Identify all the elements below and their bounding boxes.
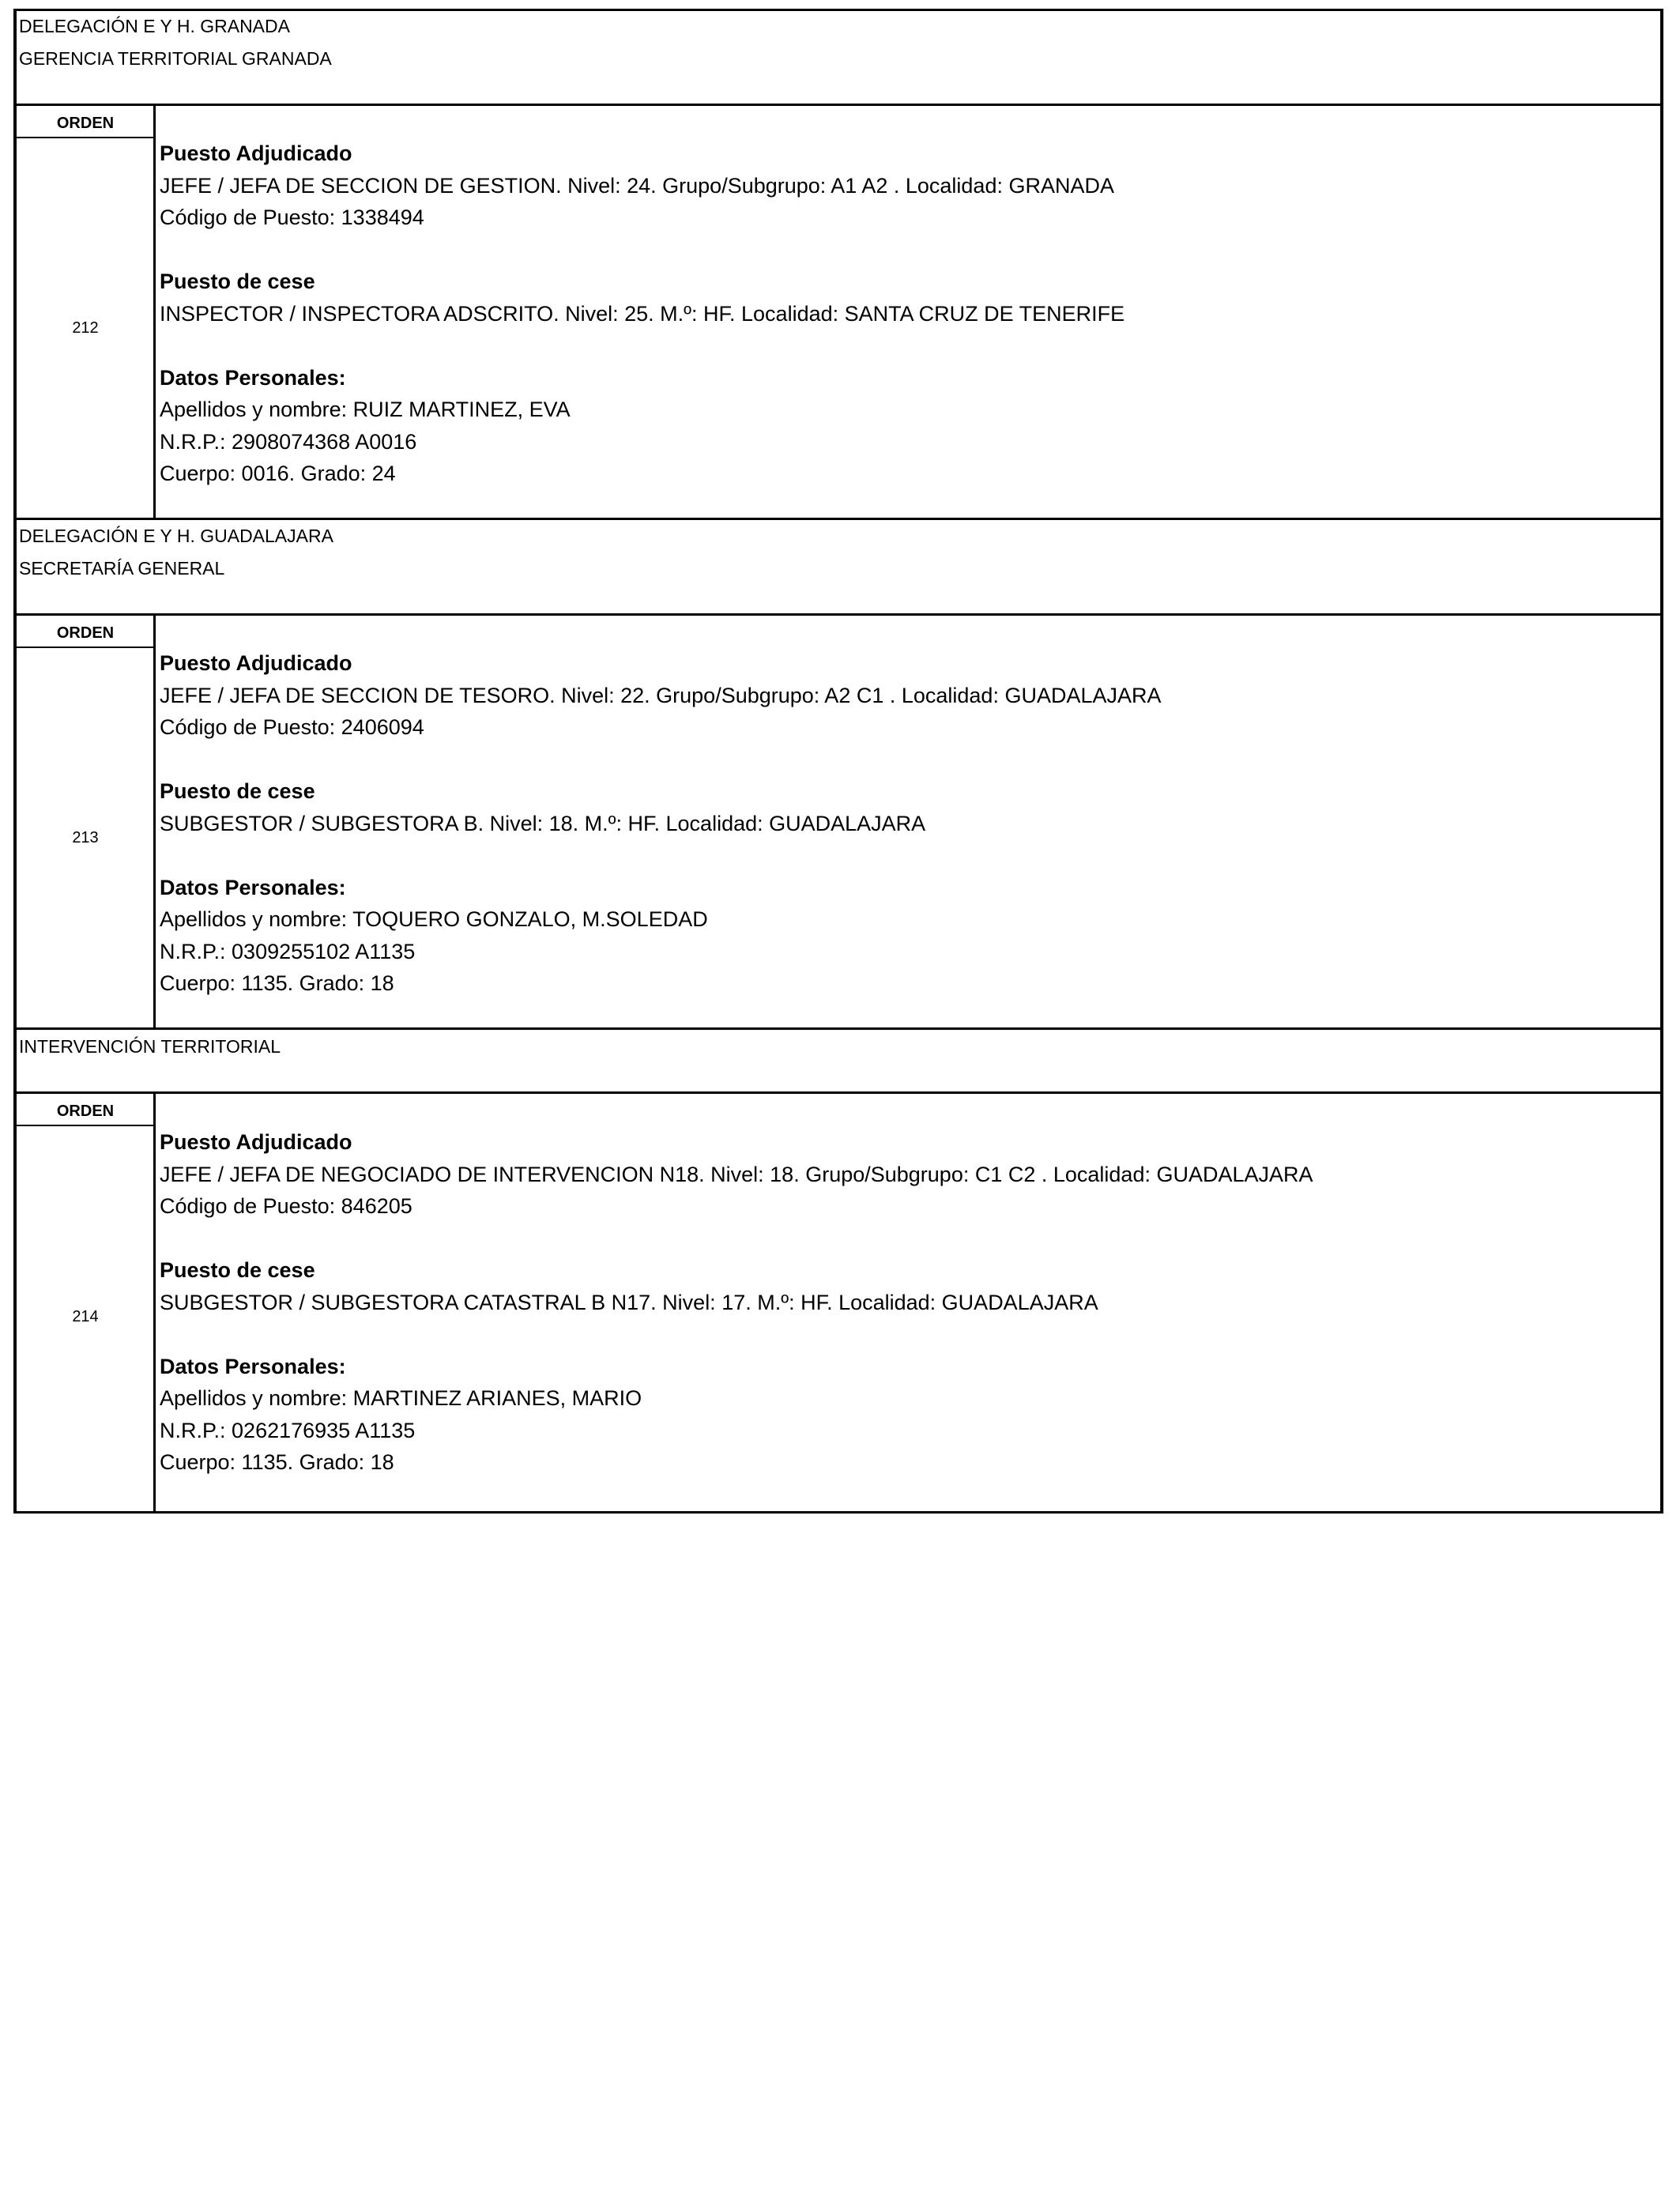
codigo-puesto: Código de Puesto: 2406094 xyxy=(160,715,424,739)
orden-number: 212 xyxy=(72,319,99,337)
adjudicado-line: JEFE / JEFA DE SECCION DE GESTION. Nivel: 24. Grupo/Subgrupo: A1 A2 . Localidad: GRANADA xyxy=(160,173,1114,198)
divider xyxy=(13,613,1663,616)
cese-line: SUBGESTOR / SUBGESTORA CATASTRAL B N17. Nivel: 17. M.º: HF. Localidad: GUADALAJARA xyxy=(160,1290,1098,1314)
adjudicado-title: Puesto Adjudicado xyxy=(160,141,352,165)
apellidos-nombre: Apellidos y nombre: RUIZ MARTINEZ, EVA xyxy=(160,398,571,421)
record-content xyxy=(160,647,1162,1000)
divider xyxy=(13,518,1663,520)
orden-label: ORDEN xyxy=(56,1103,115,1120)
cuerpo-grado: Cuerpo: 1135. Grado: 18 xyxy=(160,1450,394,1474)
datos-title: Datos Personales: xyxy=(160,875,346,899)
apellidos-nombre: Apellidos y nombre: MARTINEZ ARIANES, MARIO xyxy=(160,1386,642,1410)
orden-underline xyxy=(17,137,154,138)
cese-title: Puesto de cese xyxy=(160,779,315,803)
column-divider xyxy=(153,104,156,520)
orden-underline xyxy=(17,1125,154,1126)
orden-number: 213 xyxy=(72,829,99,846)
block-header-line: DELEGACIÓN E Y H. GRANADA xyxy=(19,16,290,36)
adjudicado-title: Puesto Adjudicado xyxy=(160,651,352,675)
cese-line: INSPECTOR / INSPECTORA ADSCRITO. Nivel: 25. M.º: HF. Localidad: SANTA CRUZ DE TENERIFE xyxy=(160,301,1125,326)
block-header-line: DELEGACIÓN E Y H. GUADALAJARA xyxy=(19,526,333,546)
nrp: N.R.P.: 2908074368 A0016 xyxy=(160,429,417,454)
adjudicado-line: JEFE / JEFA DE NEGOCIADO DE INTERVENCION N18. Nivel: 18. Grupo/Subgrupo: C1 C2 . Localidad: GUADALAJARA xyxy=(160,1162,1313,1186)
adjudicado-line: JEFE / JEFA DE SECCION DE TESORO. Nivel: 22. Grupo/Subgrupo: A2 C1 . Localidad: GUADALAJARA xyxy=(160,683,1162,707)
orden-label: ORDEN xyxy=(56,115,115,132)
block-header-line: SECRETARÍA GENERAL xyxy=(19,558,225,579)
datos-title: Datos Personales: xyxy=(160,1354,346,1378)
record-content xyxy=(160,1126,1313,1479)
block-header-line: INTERVENCIÓN TERRITORIAL xyxy=(19,1036,281,1057)
datos-title: Datos Personales: xyxy=(160,365,346,390)
nrp: N.R.P.: 0309255102 A1135 xyxy=(160,939,416,963)
orden-underline xyxy=(17,647,154,648)
adjudicado-title: Puesto Adjudicado xyxy=(160,1130,352,1154)
cuerpo-grado: Cuerpo: 1135. Grado: 18 xyxy=(160,971,394,995)
cese-title: Puesto de cese xyxy=(160,270,315,293)
column-divider xyxy=(153,1091,156,1511)
cuerpo-grado: Cuerpo: 0016. Grado: 24 xyxy=(160,462,396,485)
codigo-puesto: Código de Puesto: 846205 xyxy=(160,1194,412,1218)
orden-label: ORDEN xyxy=(56,624,115,642)
block-header-line: GERENCIA TERRITORIAL GRANADA xyxy=(19,48,332,69)
record-content xyxy=(160,138,1124,490)
nrp: N.R.P.: 0262176935 A1135 xyxy=(160,1418,416,1442)
codigo-puesto: Código de Puesto: 1338494 xyxy=(160,205,424,229)
apellidos-nombre: Apellidos y nombre: TOQUERO GONZALO, M.SOLEDAD xyxy=(160,907,708,931)
orden-number: 214 xyxy=(72,1308,99,1325)
cese-line: SUBGESTOR / SUBGESTORA B. Nivel: 18. M.º: HF. Localidad: GUADALAJARA xyxy=(160,811,926,835)
cese-title: Puesto de cese xyxy=(160,1258,315,1282)
divider xyxy=(13,104,1663,106)
column-divider xyxy=(153,613,156,1030)
divider xyxy=(13,1027,1663,1030)
divider xyxy=(13,1091,1663,1094)
